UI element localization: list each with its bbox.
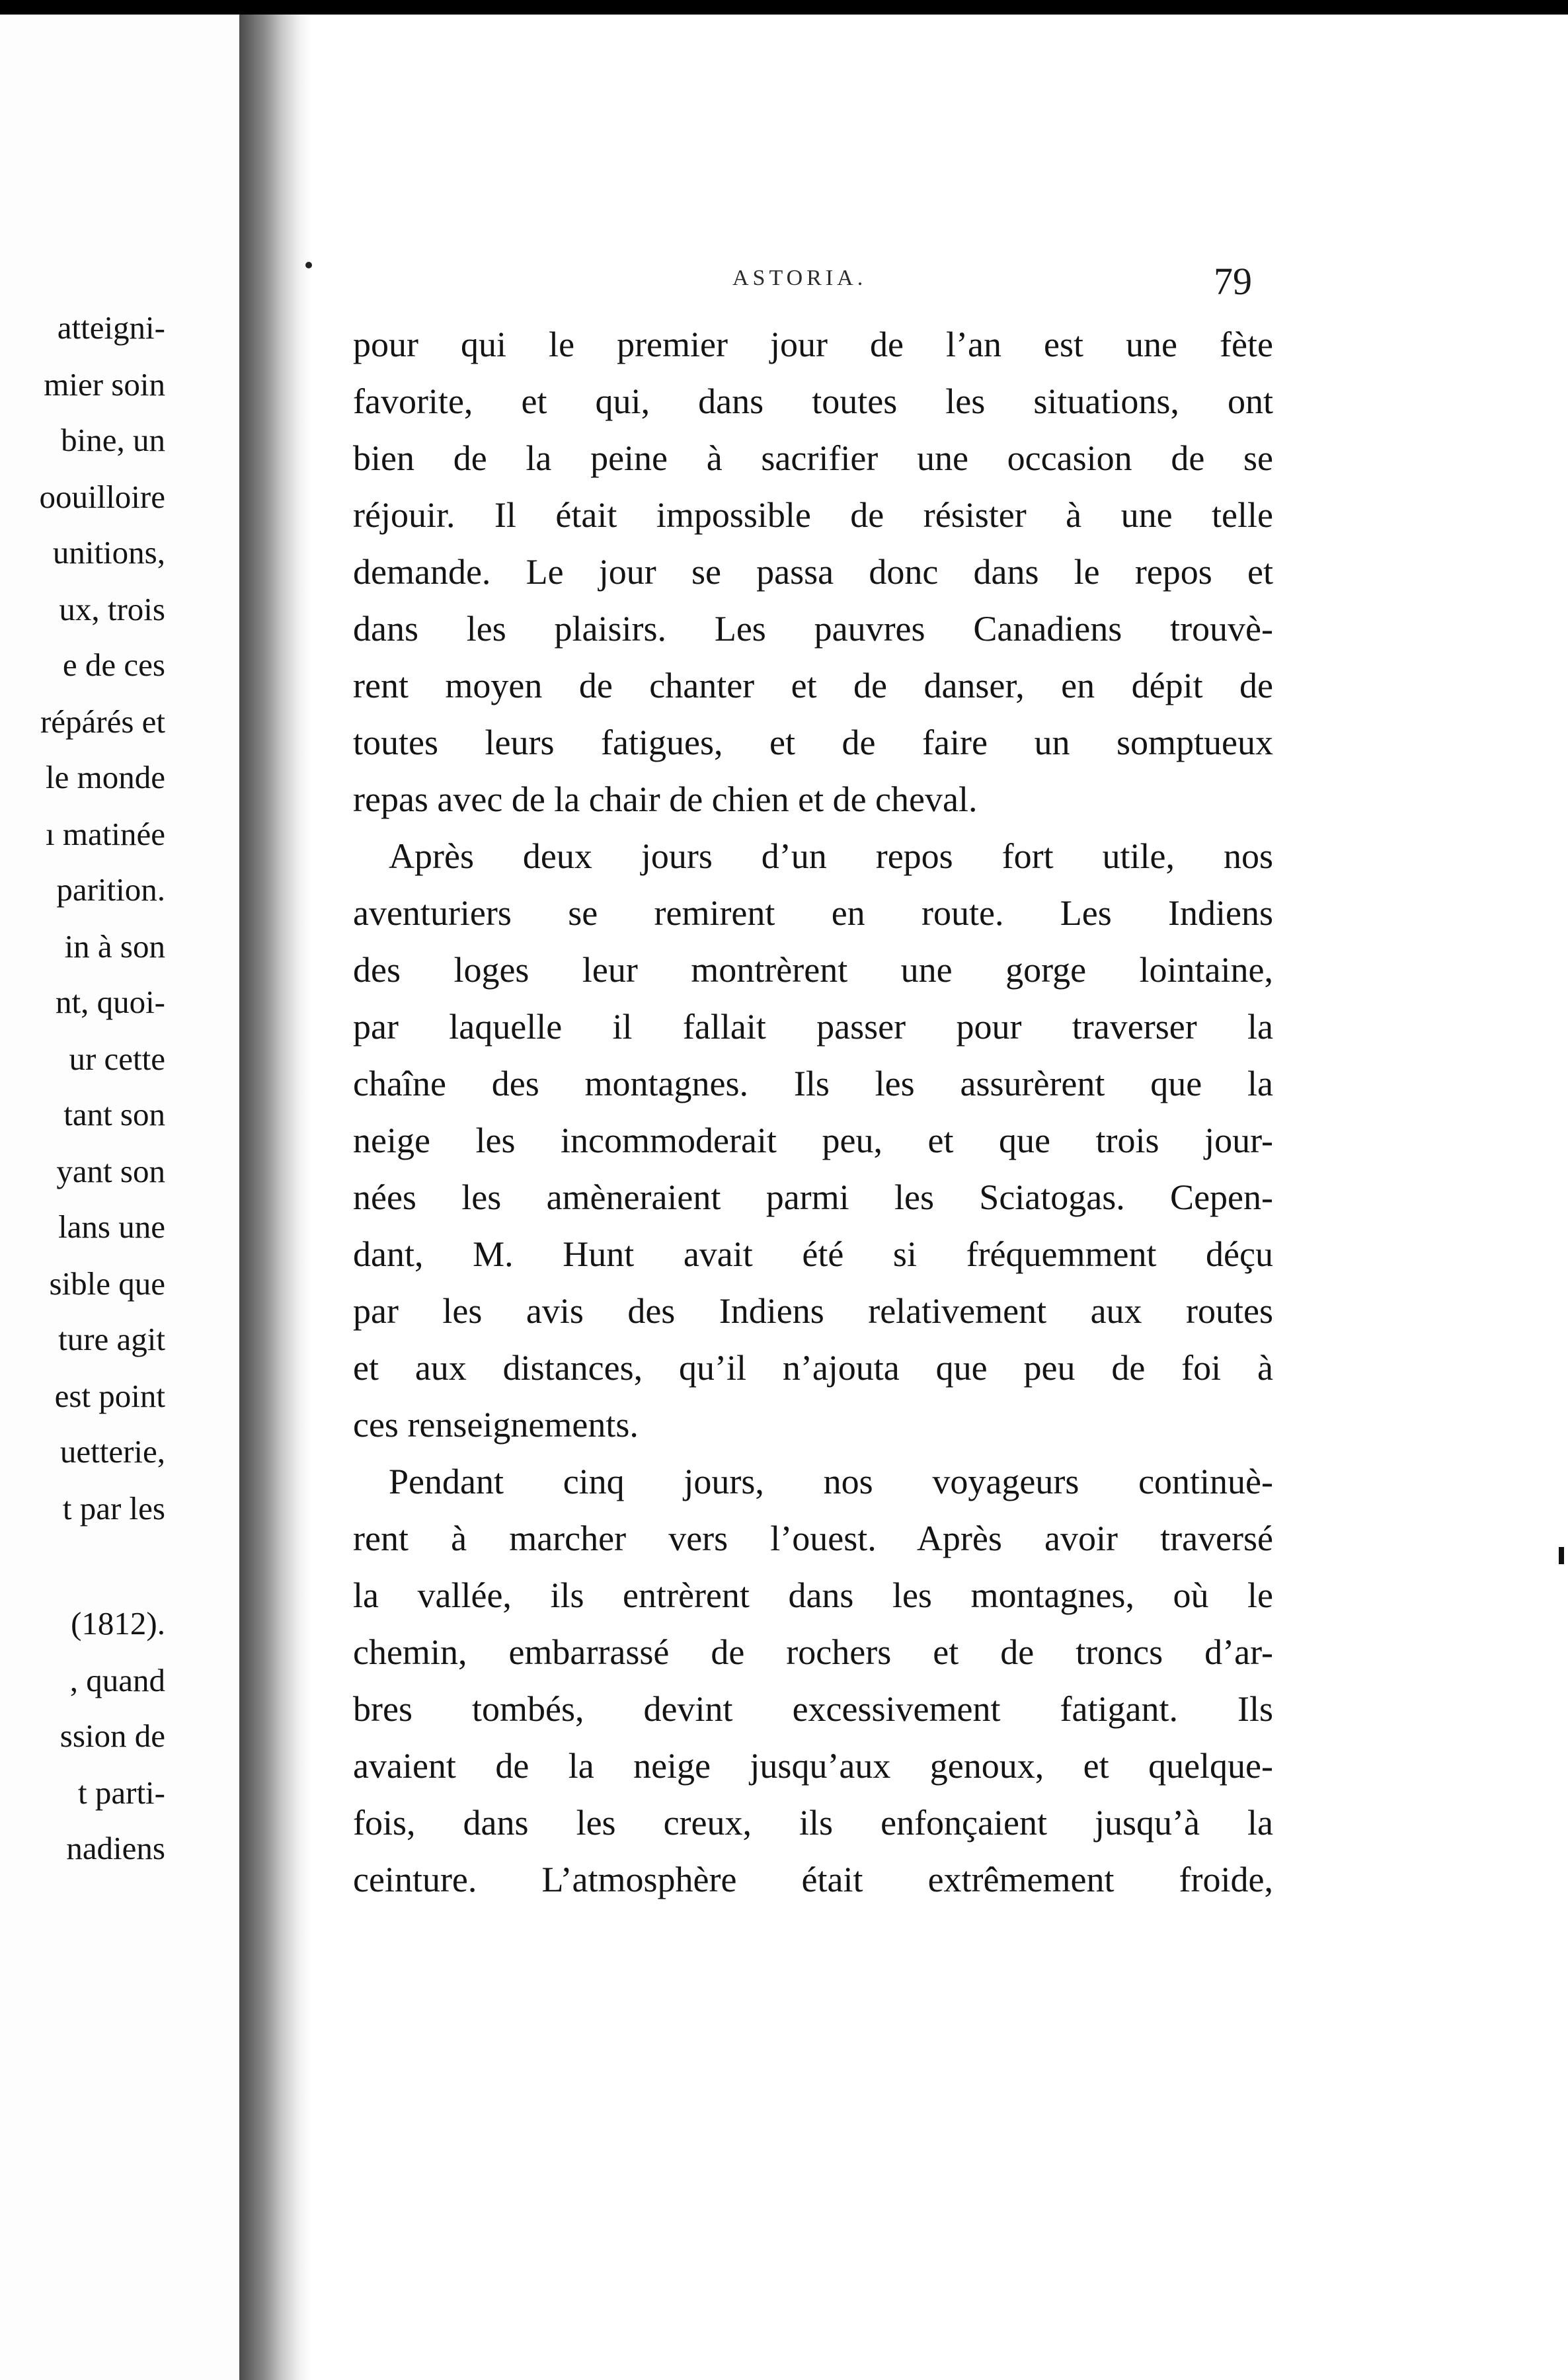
left-page-line: ux, trois <box>59 591 165 627</box>
text-line: Pendant cinq jours, nos voyageurs continuè- <box>389 1462 1273 1501</box>
left-page-line: répárés et <box>40 703 165 740</box>
text-line: bres tombés, devint excessivement fatigant. Ils <box>353 1689 1273 1729</box>
left-page-line: ur cette <box>69 1041 165 1077</box>
text-line: toutes leurs fatigues, et de faire un somptueux <box>353 723 1273 762</box>
left-page-line: bine, un <box>61 422 165 458</box>
text-line: pour qui le premier jour de l’an est une fète <box>353 325 1273 364</box>
left-page-line: ı matinée <box>46 816 165 852</box>
left-page-line: (1812). <box>71 1605 165 1642</box>
left-page-line: sible que <box>49 1265 165 1302</box>
left-page-line: atteigni- <box>57 309 165 346</box>
left-page-line: oouilloire <box>39 479 165 515</box>
text-line: la vallée, ils entrèrent dans les montagnes, où le <box>353 1575 1273 1615</box>
text-line: aventuriers se remirent en route. Les Indiens <box>353 893 1273 933</box>
left-page-line: nadiens <box>66 1830 165 1866</box>
left-page-line: parition. <box>56 871 165 908</box>
text-line: chaîne des montagnes. Ils les assurèrent que la <box>353 1064 1273 1103</box>
left-page-line: unitions, <box>52 534 165 571</box>
book-gutter-shadow <box>239 15 311 2380</box>
text-line: réjouir. Il était impossible de résister à une telle <box>353 495 1273 535</box>
left-page-line: in à son <box>64 928 165 965</box>
left-page-line: ssion de <box>59 1718 165 1754</box>
text-line: nées les amèneraient parmi les Sciatogas. Cepen- <box>353 1177 1273 1217</box>
left-page-line: lans une <box>58 1209 165 1245</box>
text-line: avaient de la neige jusqu’aux genoux, et quelque- <box>353 1746 1273 1786</box>
text-line: ces renseignements. <box>353 1405 639 1445</box>
scan-border <box>0 0 1568 15</box>
text-line: Après deux jours d’un repos fort utile, nos <box>389 836 1273 876</box>
left-page-line: ture agit <box>58 1321 165 1357</box>
running-head: ASTORIA. <box>732 266 867 290</box>
text-line: favorite, et qui, dans toutes les situations, ont <box>353 381 1273 421</box>
text-line: ceinture. L’atmosphère était extrêmement froide, <box>353 1860 1273 1899</box>
text-line: dans les plaisirs. Les pauvres Canadiens trouvè- <box>353 609 1273 649</box>
text-line: par les avis des Indiens relativement aux routes <box>353 1291 1273 1331</box>
left-page-line: tant son <box>63 1096 165 1132</box>
ink-dot <box>305 262 312 268</box>
left-page-line: mier soin <box>44 366 165 403</box>
text-line: des loges leur montrèrent une gorge lointaine, <box>353 950 1273 990</box>
left-page-line: t par les <box>62 1490 165 1527</box>
text-line: par laquelle il fallait passer pour traverser la <box>353 1007 1273 1047</box>
left-page-line: nt, quoi- <box>55 984 165 1020</box>
text-line: bien de la peine à sacrifier une occasion de se <box>353 438 1273 478</box>
text-line: repas avec de la chair de chien et de cheval. <box>353 779 978 819</box>
left-page-line: uetterie, <box>59 1433 165 1470</box>
text-line: chemin, embarrassé de rochers et de troncs d’ar- <box>353 1632 1273 1672</box>
left-page-line: t parti- <box>78 1774 165 1811</box>
text-line: fois, dans les creux, ils enfonçaient jusqu’à la <box>353 1803 1273 1843</box>
page-number: 79 <box>1214 260 1252 303</box>
text-line: rent à marcher vers l’ouest. Après avoir traversé <box>353 1519 1273 1558</box>
text-line: dant, M. Hunt avait été si fréquemment déçu <box>353 1234 1273 1274</box>
text-line: rent moyen de chanter et de danser, en dépit de <box>353 666 1273 705</box>
left-page-line: e de ces <box>62 647 165 683</box>
text-line: demande. Le jour se passa donc dans le repos et <box>353 552 1273 592</box>
edge-mark <box>1559 1547 1564 1564</box>
left-page-line: yant son <box>56 1153 165 1189</box>
left-page-line: , quand <box>69 1662 165 1698</box>
left-facing-page <box>0 15 239 2380</box>
left-page-line: le monde <box>46 759 165 795</box>
left-page-line: est point <box>54 1378 165 1414</box>
text-line: neige les incommoderait peu, et que trois jour- <box>353 1121 1273 1160</box>
text-line: et aux distances, qu’il n’ajouta que peu de foi à <box>353 1348 1273 1388</box>
